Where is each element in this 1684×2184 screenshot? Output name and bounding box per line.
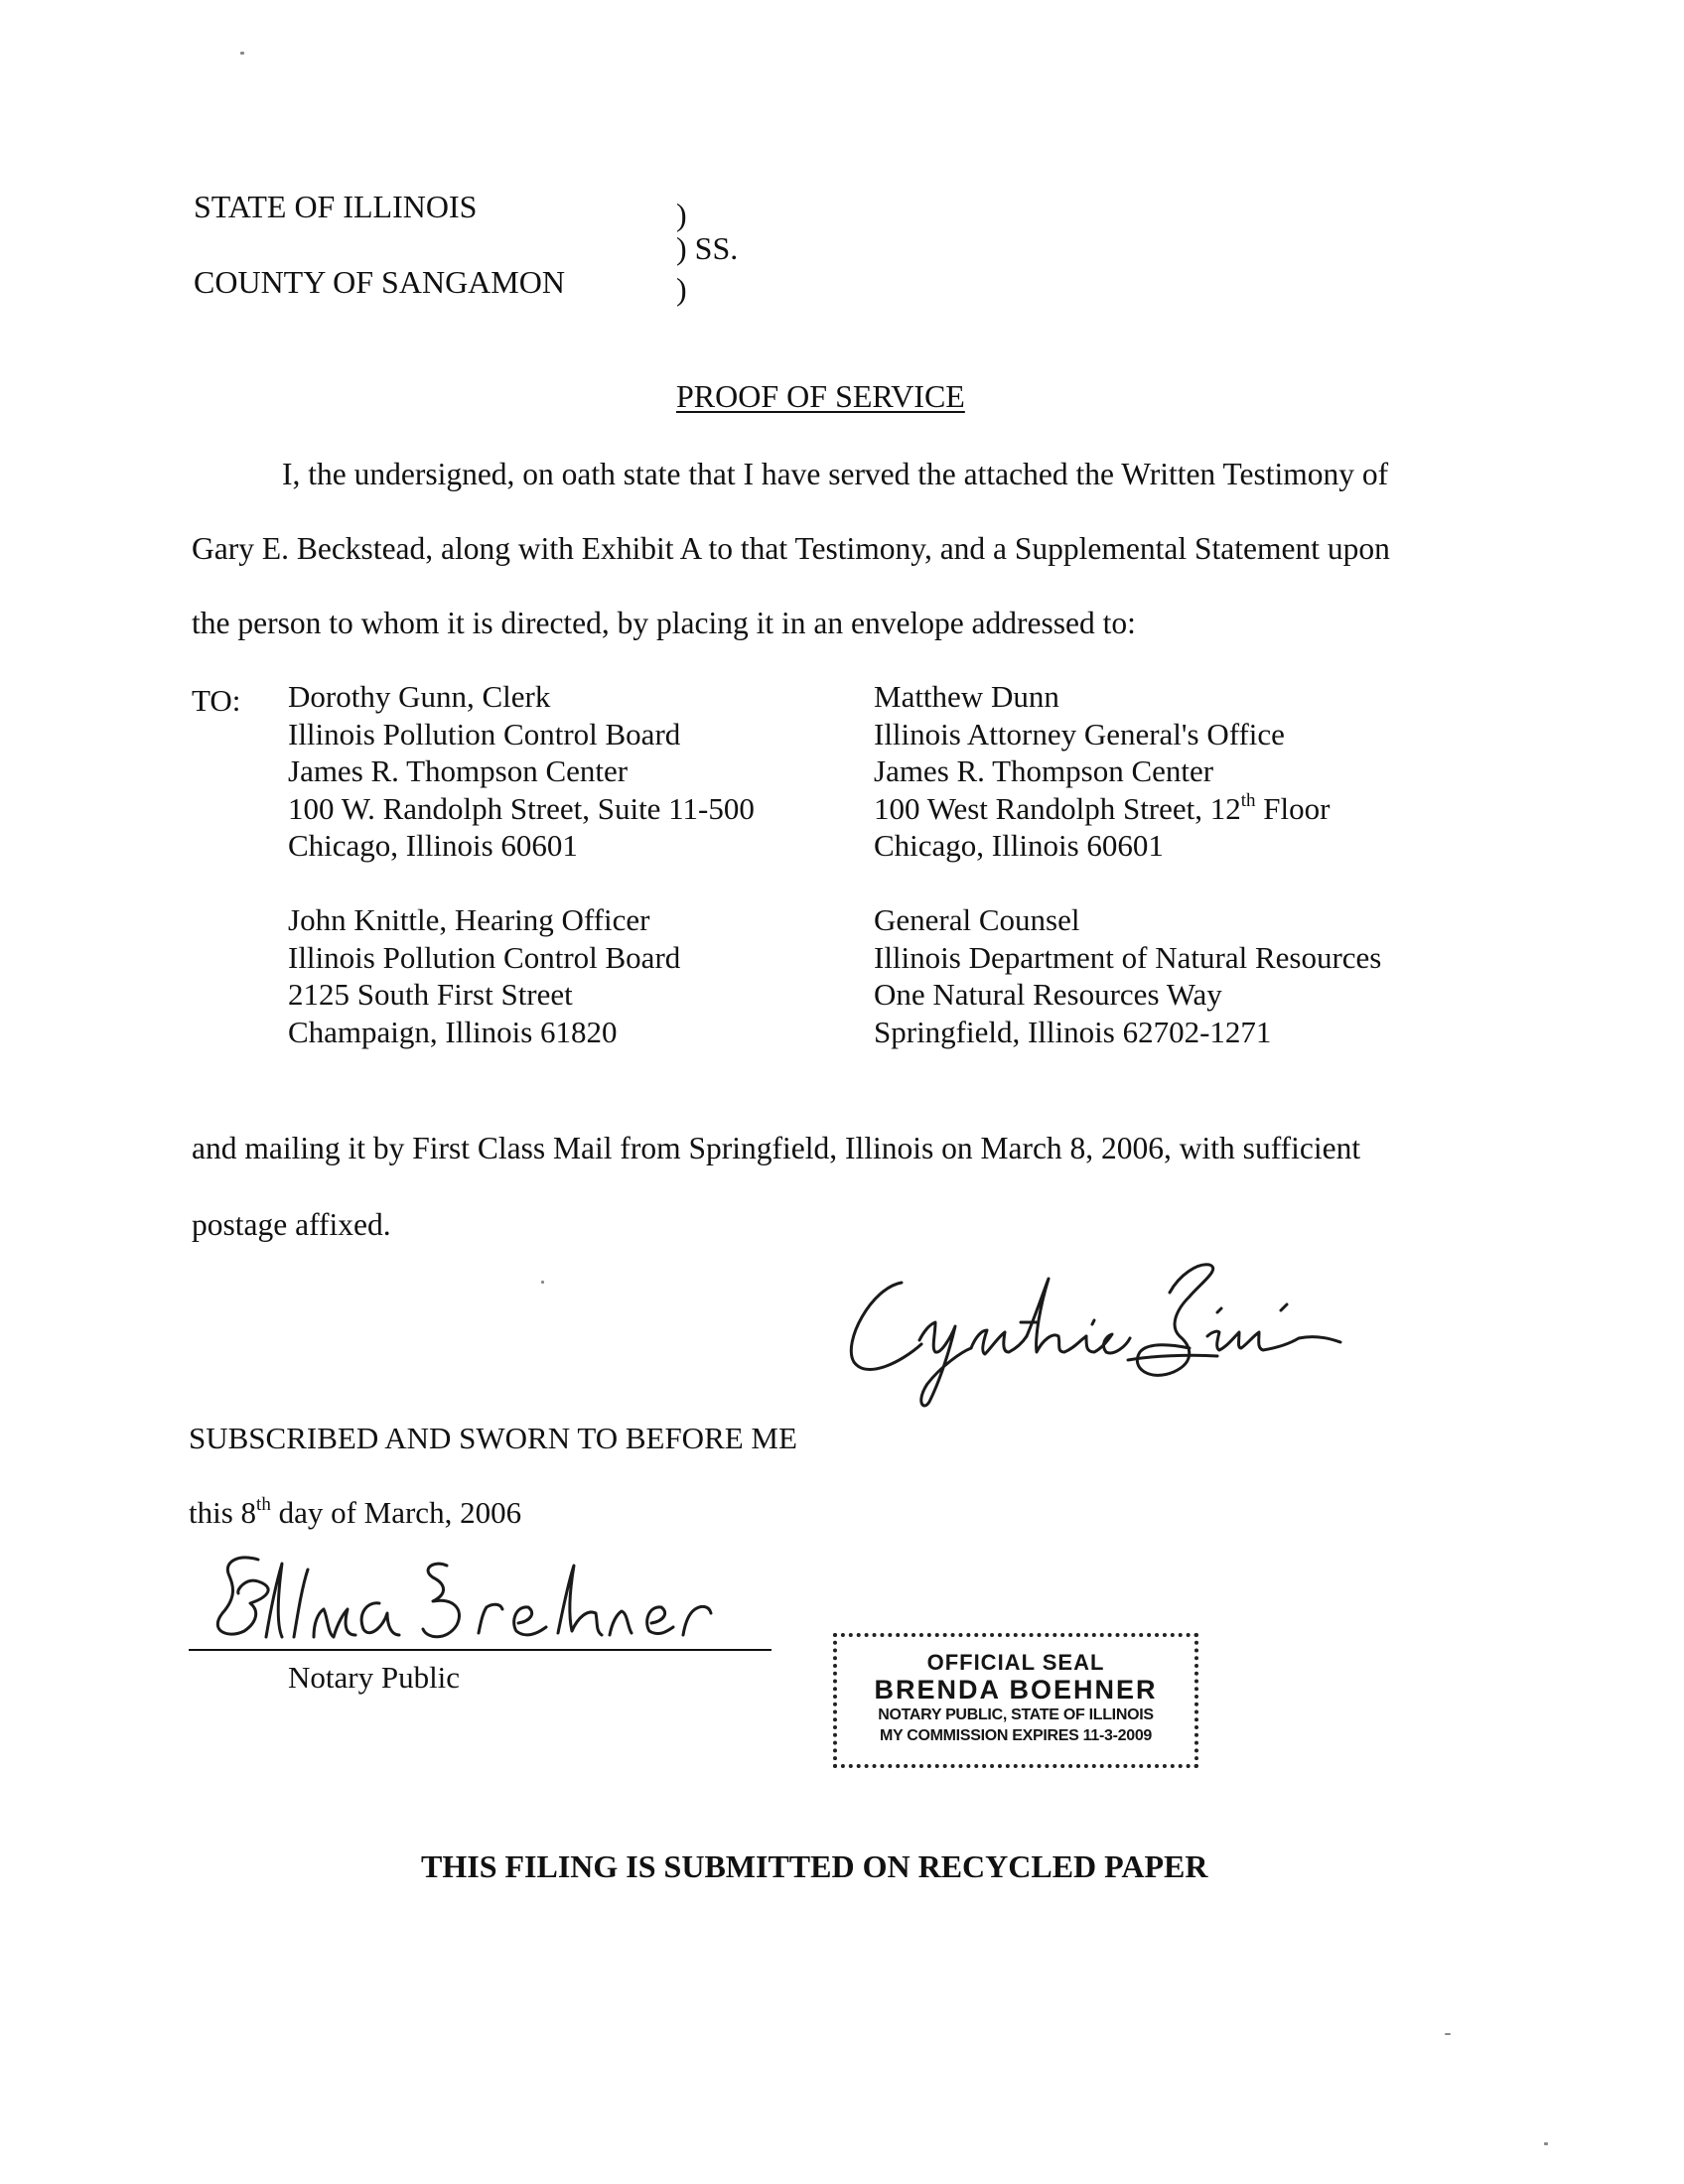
body-line-3: the person to whom it is directed, by placing it in an envelope addressed to: (192, 606, 1136, 640)
notary-signature (199, 1544, 715, 1653)
scan-speck (240, 52, 244, 55)
recipient-line-text: Floor (1255, 790, 1331, 826)
sworn-date-text: this 8 (189, 1495, 257, 1530)
sworn-date-text: day of March, 2006 (270, 1495, 522, 1530)
recipient-line: Illinois Pollution Control Board (288, 939, 681, 975)
recycled-paper-note: THIS FILING IS SUBMITTED ON RECYCLED PAPER (421, 1848, 1208, 1884)
seal-commission-expiry: MY COMMISSION EXPIRES 11-3-2009 (879, 1727, 1153, 1744)
recipient-line: Champaign, Illinois 61820 (288, 1014, 618, 1049)
body-line-2: Gary E. Beckstead, along with Exhibit A to that Testimony, and a Supplemental Statement upon (192, 531, 1390, 566)
recipient-block (874, 901, 1381, 1050)
recipient-line: James R. Thompson Center (874, 753, 1214, 788)
signature-line (189, 1649, 772, 1651)
recipient-line: James R. Thompson Center (288, 753, 629, 788)
document-title: PROOF OF SERVICE (676, 378, 965, 414)
recipient-name: Dorothy Gunn, Clerk (288, 679, 551, 714)
recipient-block (288, 901, 680, 1050)
signer-signature (832, 1253, 1348, 1412)
venue-paren-ss: ) SS. (676, 230, 739, 266)
recipient-line: 2125 South First Street (288, 977, 573, 1012)
recipient-line (874, 790, 1330, 828)
recipient-line: One Natural Resources Way (874, 977, 1222, 1012)
recipient-block (874, 678, 1330, 865)
recipient-name: General Counsel (874, 902, 1080, 937)
seal-notary-state: NOTARY PUBLIC, STATE OF ILLINOIS (878, 1706, 1154, 1723)
venue-paren-top: ) (676, 197, 687, 232)
recipient-line: Springfield, Illinois 62702-1271 (874, 1014, 1272, 1049)
recipient-line: Chicago, Illinois 60601 (874, 828, 1164, 863)
sworn-date (189, 1494, 522, 1530)
ordinal-suffix: th (256, 1494, 271, 1515)
venue-state: STATE OF ILLINOIS (194, 189, 478, 224)
recipient-line: Chicago, Illinois 60601 (288, 828, 578, 863)
recipient-line: Illinois Pollution Control Board (288, 716, 681, 751)
recipient-line: Illinois Department of Natural Resources (874, 939, 1382, 975)
recipient-name: Matthew Dunn (874, 679, 1059, 714)
ordinal-suffix: th (1240, 789, 1256, 811)
seal-heading: OFFICIAL SEAL (926, 1650, 1105, 1675)
seal-notary-name: BRENDA BOEHNER (874, 1675, 1158, 1705)
scan-speck (1445, 2033, 1451, 2035)
mailing-line-1: and mailing it by First Class Mail from Springfield, Illinois on March 8, 2006, with sufficient (192, 1131, 1361, 1165)
scan-speck (541, 1281, 544, 1284)
scan-speck (1544, 2142, 1548, 2145)
venue-county: COUNTY OF SANGAMON (194, 264, 565, 300)
to-label: TO: (192, 683, 241, 718)
recipient-block (288, 678, 755, 865)
recipient-line: 100 W. Randolph Street, Suite 11-500 (288, 790, 755, 826)
notary-label: Notary Public (288, 1660, 461, 1695)
official-seal-stamp (833, 1633, 1198, 1768)
sworn-heading: SUBSCRIBED AND SWORN TO BEFORE ME (189, 1421, 797, 1455)
recipient-line-text: 100 West Randolph Street, 12 (874, 790, 1241, 826)
recipient-name: John Knittle, Hearing Officer (288, 902, 650, 937)
venue-paren-bottom: ) (676, 271, 687, 307)
body-line-1: I, the undersigned, on oath state that I have served the attached the Written Testimony of (282, 457, 1389, 491)
mailing-line-2: postage affixed. (192, 1207, 391, 1242)
recipient-line: Illinois Attorney General's Office (874, 716, 1285, 751)
